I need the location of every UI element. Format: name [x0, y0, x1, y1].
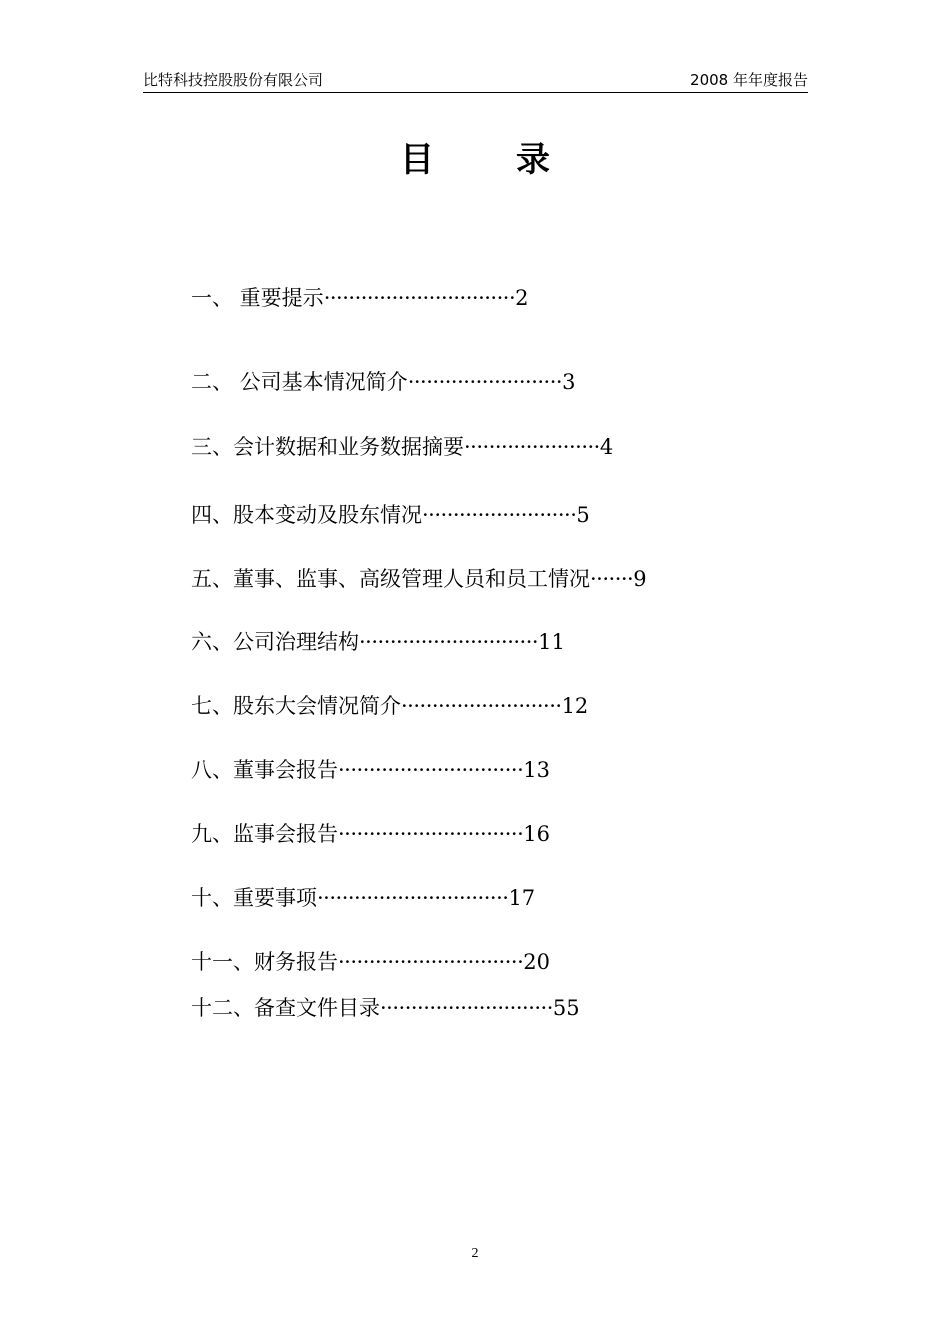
- toc-entry[interactable]: [191, 948, 550, 976]
- toc-entry-leader: ······························: [338, 822, 524, 846]
- toc-entry-label: 十二、备查文件目录: [191, 996, 380, 1020]
- toc-entry-page: 17: [508, 886, 536, 910]
- toc-entry[interactable]: [191, 884, 535, 912]
- toc-entry-leader: ······················: [464, 435, 600, 459]
- toc-entry-leader: ·······: [590, 567, 634, 591]
- toc-entry-leader: ······························: [338, 758, 524, 782]
- toc-entry[interactable]: [191, 692, 588, 720]
- toc-entry-leader: ·······························: [323, 286, 516, 310]
- toc-entry-leader: ·······························: [317, 886, 509, 910]
- toc-entry-leader: ·························: [422, 503, 577, 527]
- company-name: 比特科技控股股份有限公司: [143, 71, 324, 89]
- toc-entry-label: 八、董事会报告: [191, 758, 338, 782]
- toc-entry-leader: ··························: [401, 694, 562, 718]
- toc-entry[interactable]: [191, 501, 590, 529]
- toc-entry-page: 3: [562, 370, 576, 394]
- toc-entry[interactable]: [191, 284, 529, 312]
- toc-entry-leader: ·····························: [359, 630, 539, 654]
- toc-entry-label: 十、重要事项: [191, 886, 317, 910]
- toc-entry-page: 5: [576, 503, 590, 527]
- toc-entry-page: 16: [523, 822, 550, 846]
- toc-entry-page: 20: [523, 950, 550, 974]
- toc-title-part1: 目: [400, 140, 434, 180]
- toc-entry-page: 2: [515, 286, 529, 310]
- toc-entry-label: 十一、财务报告: [191, 950, 338, 974]
- toc-entry-label: 五、董事、监事、高级管理人员和员工情况: [191, 567, 590, 591]
- toc-entry-page: 55: [552, 996, 580, 1020]
- toc-entry[interactable]: [191, 994, 580, 1022]
- toc-entry[interactable]: [191, 565, 647, 593]
- toc-entry-label: 九、监事会报告: [191, 822, 338, 846]
- toc-entry-leader: ······························: [338, 950, 524, 974]
- toc-entry-label: 二、 公司基本情况简介: [191, 370, 408, 394]
- toc-entry-leader: ·························: [407, 370, 563, 394]
- toc-entry-label: 三、会计数据和业务数据摘要: [191, 435, 464, 459]
- toc-entry-page: 12: [561, 694, 589, 718]
- toc-entry-page: 11: [538, 630, 565, 654]
- toc-title-part2: 录: [516, 140, 550, 180]
- toc-entry[interactable]: [191, 820, 550, 848]
- page-number: 2: [471, 1246, 479, 1261]
- toc-entry[interactable]: [191, 756, 550, 784]
- report-title: 2008 年年度报告: [690, 71, 808, 89]
- toc-entry-label: 七、股东大会情况简介: [191, 694, 401, 718]
- toc-entry-page: 9: [633, 567, 647, 591]
- toc-entry-leader: ····························: [380, 996, 553, 1020]
- toc-entry-label: 六、公司治理结构: [191, 630, 359, 654]
- toc-entry-label: 四、股本变动及股东情况: [191, 503, 422, 527]
- toc-entry-page: 4: [599, 435, 614, 459]
- toc-entry-page: 13: [523, 758, 550, 782]
- toc-entry-label: 一、 重要提示: [191, 286, 324, 310]
- toc-entry[interactable]: [191, 628, 565, 656]
- toc-entry[interactable]: [191, 433, 613, 461]
- toc-entry[interactable]: [191, 368, 575, 396]
